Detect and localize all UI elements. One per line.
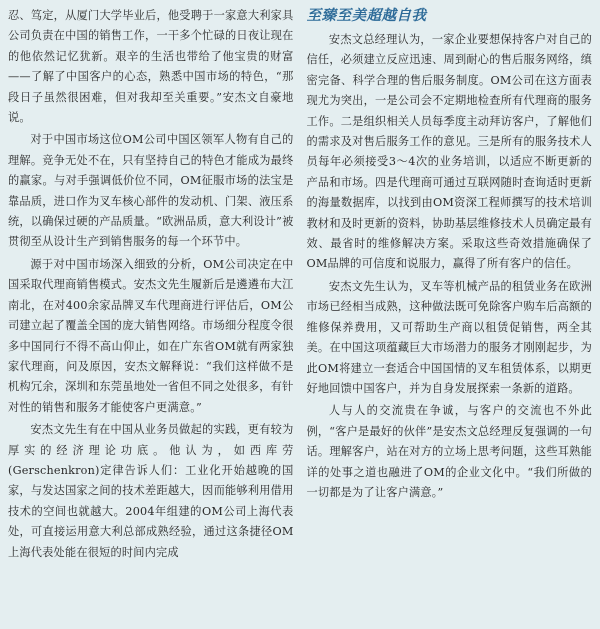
right-paragraph-2: 安杰文先生认为，叉车等机械产品的租赁业务在欧洲市场已经相当成熟，这种做法既可免除客户购车后高额的维修保养费用，又可帮助生产商以租赁促销售，两全其美。在中国这项蕴藏巨大市场潜力的服务才刚刚起步，为此OM将建立一套适合中国国情的叉车租赁体系，以期更好地回馈中国客户，并为自身发展探索一条新的道路。 bbox=[306, 279, 592, 395]
right-paragraph-1: 安杰文总经理认为，一家企业要想保持客户对自己的信任，必须建立反应迅速、周到耐心的售后服务网络，缜密完备、科学合理的售后服务制度。OM公司在这方面表现尤为突出，一是公司会不定期地检查所有代理商的服务工作。二是组织相关人员每季度主动拜访客户，了解他们的需求及对售后服务工作的意见。三是所有的服务技术人员每年必须接受3～4次的业务培训，以适应不断更新的产品和市场。四是代理商可通过互联网随时查询适时更新的海量数据库，以找到由OM资深工程师撰写的技术培训教材和及时更新的资料，协助基层维修技术人员确定最有效、最省时的维修解决方案。采取这些奇效措施确保了OM品牌的可信度和说服力，赢得了所有客户的信任。 bbox=[306, 33, 592, 271]
right-paragraph-3: 人与人的交流贵在争诚，与客户的交流也不外此例，“客户是最好的伙伴”是安杰文总经理反复强调的一句话。理解客户，站在对方的立场上思考问题，这些耳熟能详的处事之道也融进了OM的企业文化中。“我们所做的一切都是为了让客户满意。” bbox=[306, 404, 592, 499]
section-heading: 至臻至美超越自我 bbox=[306, 8, 427, 24]
left-paragraph-2: 对于中国市场这位OM公司中国区领军人物有自己的理解。竞争无处不在，只有坚持自己的特色才能成为最终的赢家。与对手强调低价位不同，OM征服市场的法宝是靠品质，进口作为叉车核心部件的发动机、门架、液压系统，以确保过硬的产品质量。“欧洲品质，意大利设计”被贯彻至从设计生产到销售服务的每一个环节中。 bbox=[8, 133, 294, 249]
left-paragraph-4: 安杰文先生有在中国从业务员做起的实践，更有较为厚实的经济理论功底。他认为，如西库劳(Gerschenkron)定律告诉人们：工业化开始越晚的国家，与发达国家之间的技术差距越大，因而能够利用借用技术的空间也就越大。2004年组建的OM公司上海代表处，可直接运用意大利总部成熟经验，通过这条捷径OM上海代表处能在很短的时间内完成 bbox=[8, 423, 294, 559]
left-paragraph-1: 忍、笃定，从厦门大学毕业后，他受聘于一家意大利家具公司负责在中国的销售工作，一干多个忙碌的日夜让现在的他依然记忆犹新。艰辛的生活也带给了他宝贵的财富——了解了中国客户的心态，熟悉中国市场的特色，“那段日子虽然很困难，但对我却至关重要。”安杰文自豪地说。 bbox=[8, 9, 294, 125]
left-column bbox=[8, 6, 294, 629]
left-paragraph-3: 源于对中国市场深入细致的分析，OM公司决定在中国采取代理商销售模式。安杰文先生履新后是遴遴布大江南北，在对400余家品牌叉车代理商进行评估后，OM公司建立起了覆盖全国的庞大销售网络。市场细分程度令很多中国同行不得不高山仰止，如在广东省OM就有两家独家代理商，问及原因，安杰文解释说：“我们这样做不是机构冗余，深圳和东莞虽地处一省但不同之处很多，有针对性的销售和服务才能使客户更满意。” bbox=[8, 257, 294, 414]
right-column bbox=[307, 6, 593, 629]
